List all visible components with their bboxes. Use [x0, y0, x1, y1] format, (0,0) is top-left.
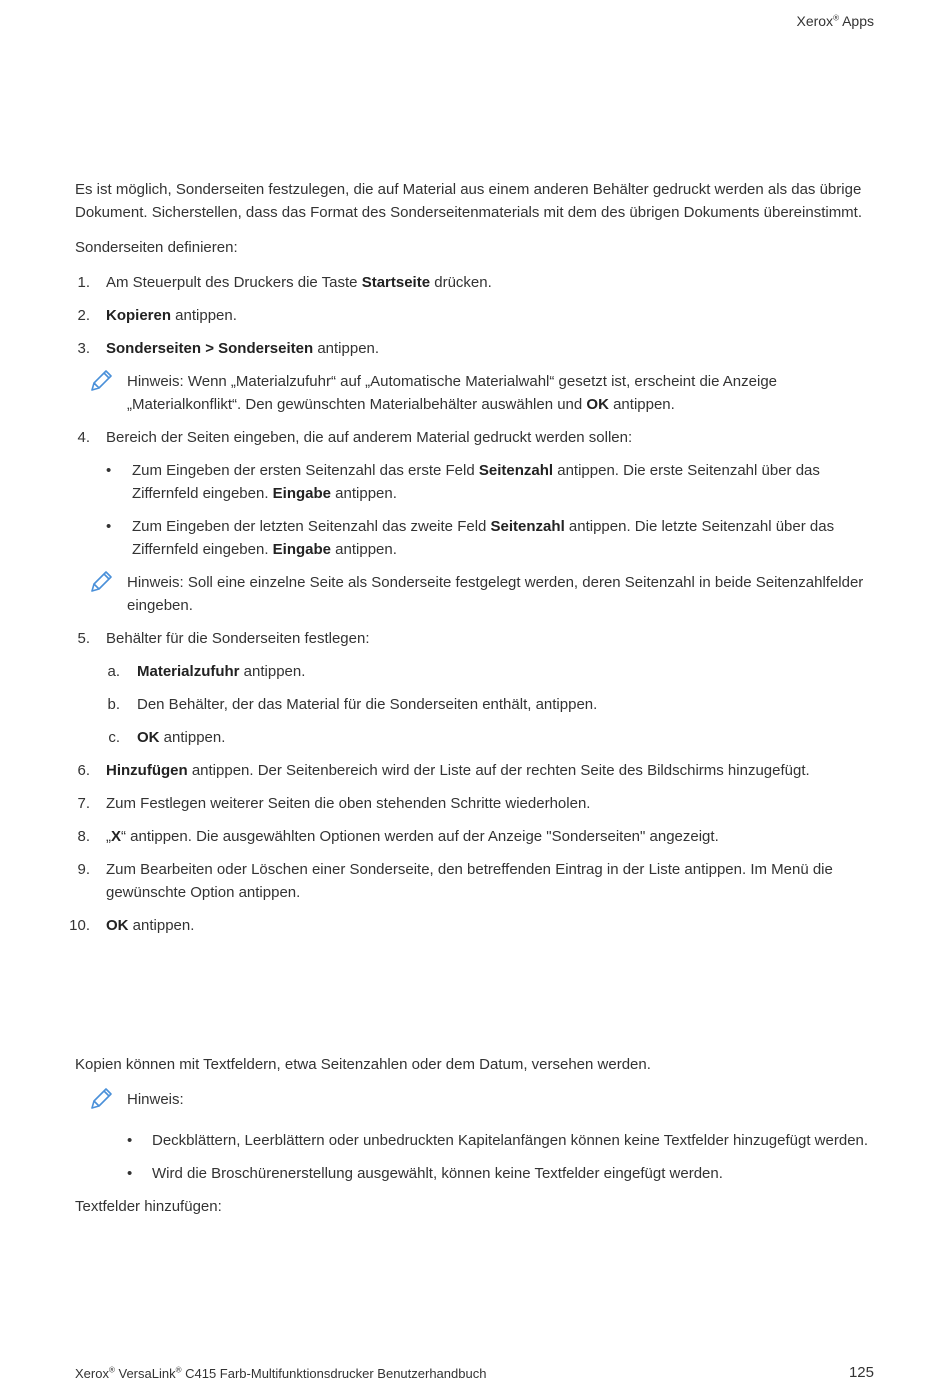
bullet-text: Zum Eingeben der ersten Seitenzahl das erste Feld	[132, 462, 479, 479]
note-text: antippen.	[608, 396, 675, 413]
bullet-dot: •	[127, 1165, 133, 1182]
header-reg: ®	[833, 13, 839, 23]
step-5	[75, 627, 870, 650]
step-text: Den Behälter, der das Material für die Sonderseiten enthält, antippen.	[137, 696, 598, 713]
sub-letter: c.	[108, 729, 120, 746]
bullet-dot: •	[127, 1132, 133, 1149]
ui-term: X	[111, 828, 122, 845]
step-7	[75, 792, 870, 815]
lead-paragraph: Textfelder hinzufügen:	[75, 1198, 222, 1215]
step-2	[75, 304, 870, 327]
header-section: Apps	[838, 13, 874, 29]
footer-product: VersaLink	[118, 1366, 176, 1381]
step-text: Zum Bearbeiten oder Löschen einer Sonderseite, den betreffenden Eintrag in der Liste antippen. Im Menü die gewünschte Option antippen.	[106, 861, 833, 901]
bullet-text: antippen. Die letzte Seitenzahl über das Ziffernfeld eingeben.	[132, 518, 835, 558]
ui-term: Eingabe	[272, 485, 332, 502]
step-text: Zum Festlegen weiterer Seiten die oben stehenden Schritte wiederholen.	[106, 795, 591, 812]
step-number: 1.	[77, 274, 90, 291]
step-9	[75, 858, 870, 904]
step-number: 4.	[77, 429, 90, 446]
bullet-text: antippen. Die erste Seitenzahl über das Ziffernfeld eingeben.	[132, 462, 820, 502]
section-textfelder	[75, 1053, 870, 1230]
header-brand: Xerox	[796, 13, 834, 29]
step-text: drücken.	[430, 274, 492, 291]
step-number: 2.	[77, 307, 90, 324]
sub-step-c	[106, 726, 870, 749]
intro-paragraph: Kopien können mit Textfeldern, etwa Seitenzahlen oder dem Datum, versehen werden.	[75, 1056, 651, 1073]
step-number: 3.	[77, 340, 90, 357]
step-1	[75, 271, 870, 294]
lead-paragraph: Sonderseiten definieren:	[75, 239, 238, 256]
pencil-icon	[88, 569, 114, 595]
ui-term: OK	[137, 729, 160, 746]
step-text: antippen.	[313, 340, 380, 357]
step-number: 8.	[77, 828, 90, 845]
ui-term: Seitenzahl	[478, 462, 554, 479]
step-number: 5.	[77, 630, 90, 647]
step-number: 10.	[69, 917, 90, 934]
step-text: antippen.	[159, 729, 226, 746]
footer-title	[75, 1366, 486, 1381]
step-number: 7.	[77, 795, 90, 812]
ui-term: Materialzufuhr	[137, 663, 240, 680]
step-text: “ antippen. Die ausgewählten Optionen werden auf der Anzeige "Sonderseiten" angezeigt.	[121, 828, 719, 845]
ui-term: OK	[106, 917, 129, 934]
ui-term: Kopieren	[106, 307, 172, 324]
sub-step-b	[106, 693, 870, 716]
bullet-item	[127, 1162, 870, 1185]
step-8	[75, 825, 870, 848]
step-text: Am Steuerpult des Druckers die Taste	[106, 274, 362, 291]
bullet-item	[106, 515, 870, 561]
step-text: antippen. Der Seitenbereich wird der Liste auf der rechten Seite des Bildschirms hinzugefügt.	[187, 762, 810, 779]
sub-letter: b.	[107, 696, 120, 713]
bullet-text: Wird die Broschürenerstellung ausgewählt, können keine Textfelder eingefügt werden.	[152, 1165, 723, 1182]
sub-step-a	[106, 660, 870, 683]
step-number: 6.	[77, 762, 90, 779]
page-number: 125	[848, 1364, 874, 1381]
footer-reg: ®	[175, 1365, 182, 1375]
ui-term: OK	[586, 396, 609, 413]
sub-letter: a.	[107, 663, 120, 680]
step-4	[75, 426, 870, 449]
footer-rest: C415 Farb-Multifunktionsdrucker Benutzerhandbuch	[181, 1366, 487, 1381]
step-text: Behälter für die Sonderseiten festlegen:	[106, 630, 370, 647]
ui-term: Eingabe	[272, 541, 332, 558]
step-text: antippen.	[239, 663, 306, 680]
ui-term: Sonderseiten > Sonderseiten	[106, 340, 314, 357]
step-text: Bereich der Seiten eingeben, die auf anderem Material gedruckt werden sollen:	[106, 429, 633, 446]
pencil-icon	[88, 368, 114, 394]
step-text: antippen.	[171, 307, 237, 324]
section-sonderseiten	[69, 178, 870, 947]
step-text: „	[106, 828, 111, 845]
step-3	[75, 337, 870, 360]
note-label: Hinweis:	[127, 1091, 184, 1108]
running-header	[796, 13, 874, 29]
ui-term: Seitenzahl	[490, 518, 565, 535]
step-10	[69, 914, 870, 937]
ui-term: Hinzufügen	[106, 762, 188, 779]
note-text: Hinweis: Wenn „Materialzufuhr“ auf „Automatische Materialwahl“ gesetzt ist, erscheint die Anzeige „Materialkonflikt“. Den gewünschten Materialbehälter auswählen und	[127, 373, 778, 413]
note-1	[75, 370, 870, 416]
ui-term: Startseite	[361, 274, 431, 291]
bullet-text: Deckblättern, Leerblättern oder unbedruckten Kapitelanfängen können keine Textfelder hinzugefügt werden.	[152, 1132, 869, 1149]
note-2	[75, 571, 870, 617]
bullet-text: antippen.	[331, 541, 397, 558]
step-number: 9.	[77, 861, 90, 878]
note-text: Hinweis: Soll eine einzelne Seite als Sonderseite festgelegt werden, deren Seitenzahl in beide Seitenzahlfelder eingeben.	[127, 574, 864, 614]
step-6	[75, 759, 870, 782]
intro-paragraph: Es ist möglich, Sonderseiten festzulegen, die auf Material aus einem anderen Behälter gedruckt werden als das übrige Dokument. Sicherstellen, dass das Format des Sonderseitenmaterials mit dem des übrigen Dokuments übereinstimmt.	[75, 181, 863, 221]
footer-reg: ®	[108, 1365, 115, 1375]
bullet-item	[127, 1129, 870, 1152]
bullet-item	[106, 459, 870, 505]
bullet-text: Zum Eingeben der letzten Seitenzahl das zweite Feld	[132, 518, 491, 535]
footer-brand: Xerox	[75, 1366, 109, 1381]
bullet-dot: •	[106, 462, 112, 479]
bullet-text: antippen.	[331, 485, 397, 502]
note-3	[75, 1088, 870, 1111]
step-text: antippen.	[128, 917, 195, 934]
pencil-icon	[88, 1086, 114, 1112]
bullet-dot: •	[106, 518, 112, 535]
